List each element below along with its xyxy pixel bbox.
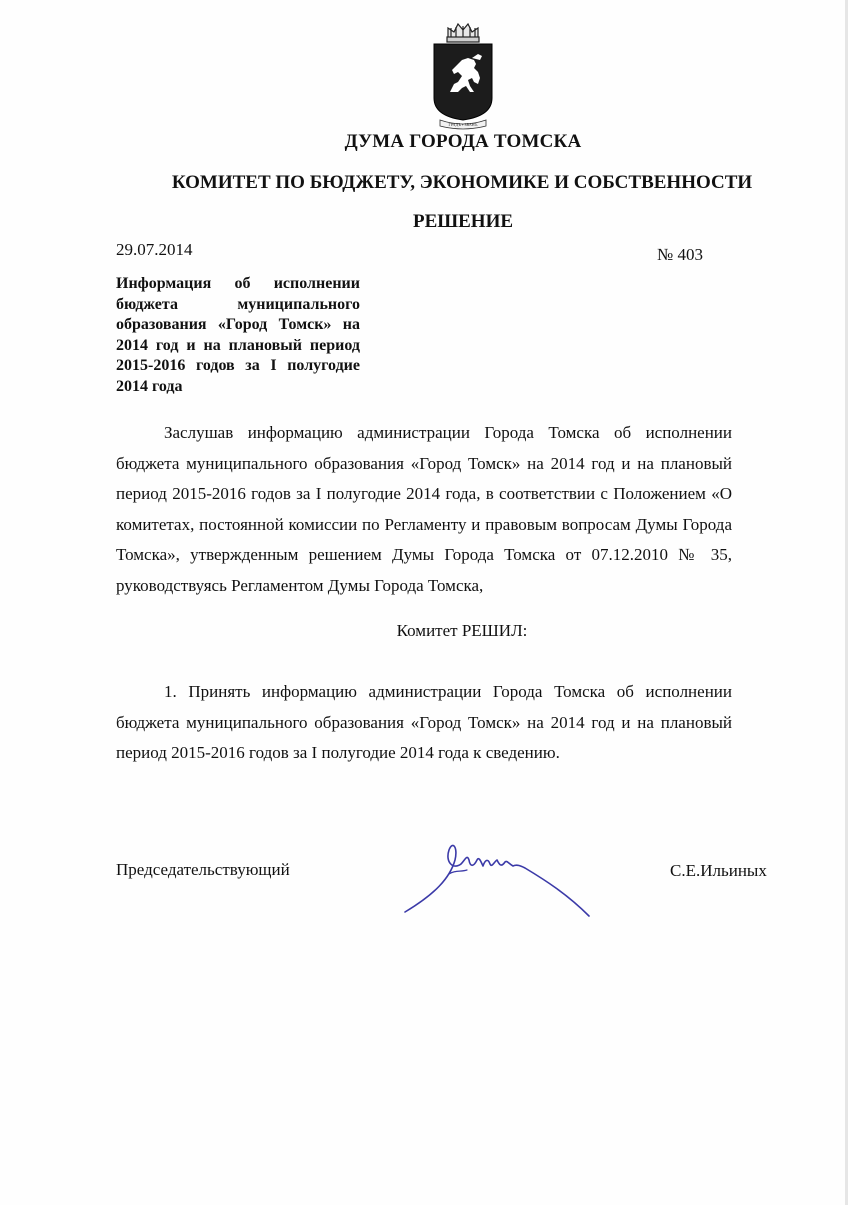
document-type: РЕШЕНИЕ	[412, 211, 514, 232]
committee-title: КОМИТЕТ ПО БЮДЖЕТУ, ЭКОНОМИКЕ И СОБСТВЕННОСТИ	[171, 172, 753, 193]
document-date: 29.07.2014	[116, 240, 193, 259]
coat-of-arms-icon	[428, 20, 498, 132]
signatory-position: Председательствующий	[116, 860, 290, 879]
signatory-name: С.Е.Ильиных	[670, 861, 767, 880]
emblem-motto: ГРАДЪ ⬩ ЗВАНЪ	[448, 122, 478, 127]
document-number: № 403	[657, 245, 703, 264]
handwritten-signature	[395, 830, 595, 920]
organization-title: ДУМА ГОРОДА ТОМСКА	[344, 131, 582, 152]
decision-item-1: 1. Принять информацию администрации Города Томска об исполнении бюджета муниципального образования «Город Томск» на 2014 год и на плановый период 2015-2016 годов за I полугодие 2014 года к сведению.	[116, 682, 732, 762]
preamble-paragraph: Заслушав информацию администрации Города Томска об исполнении бюджета муниципального образования «Город Томск» на 2014 год и на плановый период 2015-2016 годов за I полугодие 2014 года, в соответствии с Положением «О комитетах, постоянной комиссии по Регламенту и правовым вопросам Думы Города Томска», утвержденным решением Думы Города Томска от 07.12.2010 № 35, руководствуясь Регламентом Думы Города Томска,	[116, 423, 732, 595]
document-subject: Информация об исполнении бюджета муниципального образования «Город Томск» на 2014 год и на плановый период 2015-2016 годов за I полугодие 2014 года	[116, 275, 360, 395]
resolved-heading: Комитет РЕШИЛ:	[396, 621, 528, 640]
